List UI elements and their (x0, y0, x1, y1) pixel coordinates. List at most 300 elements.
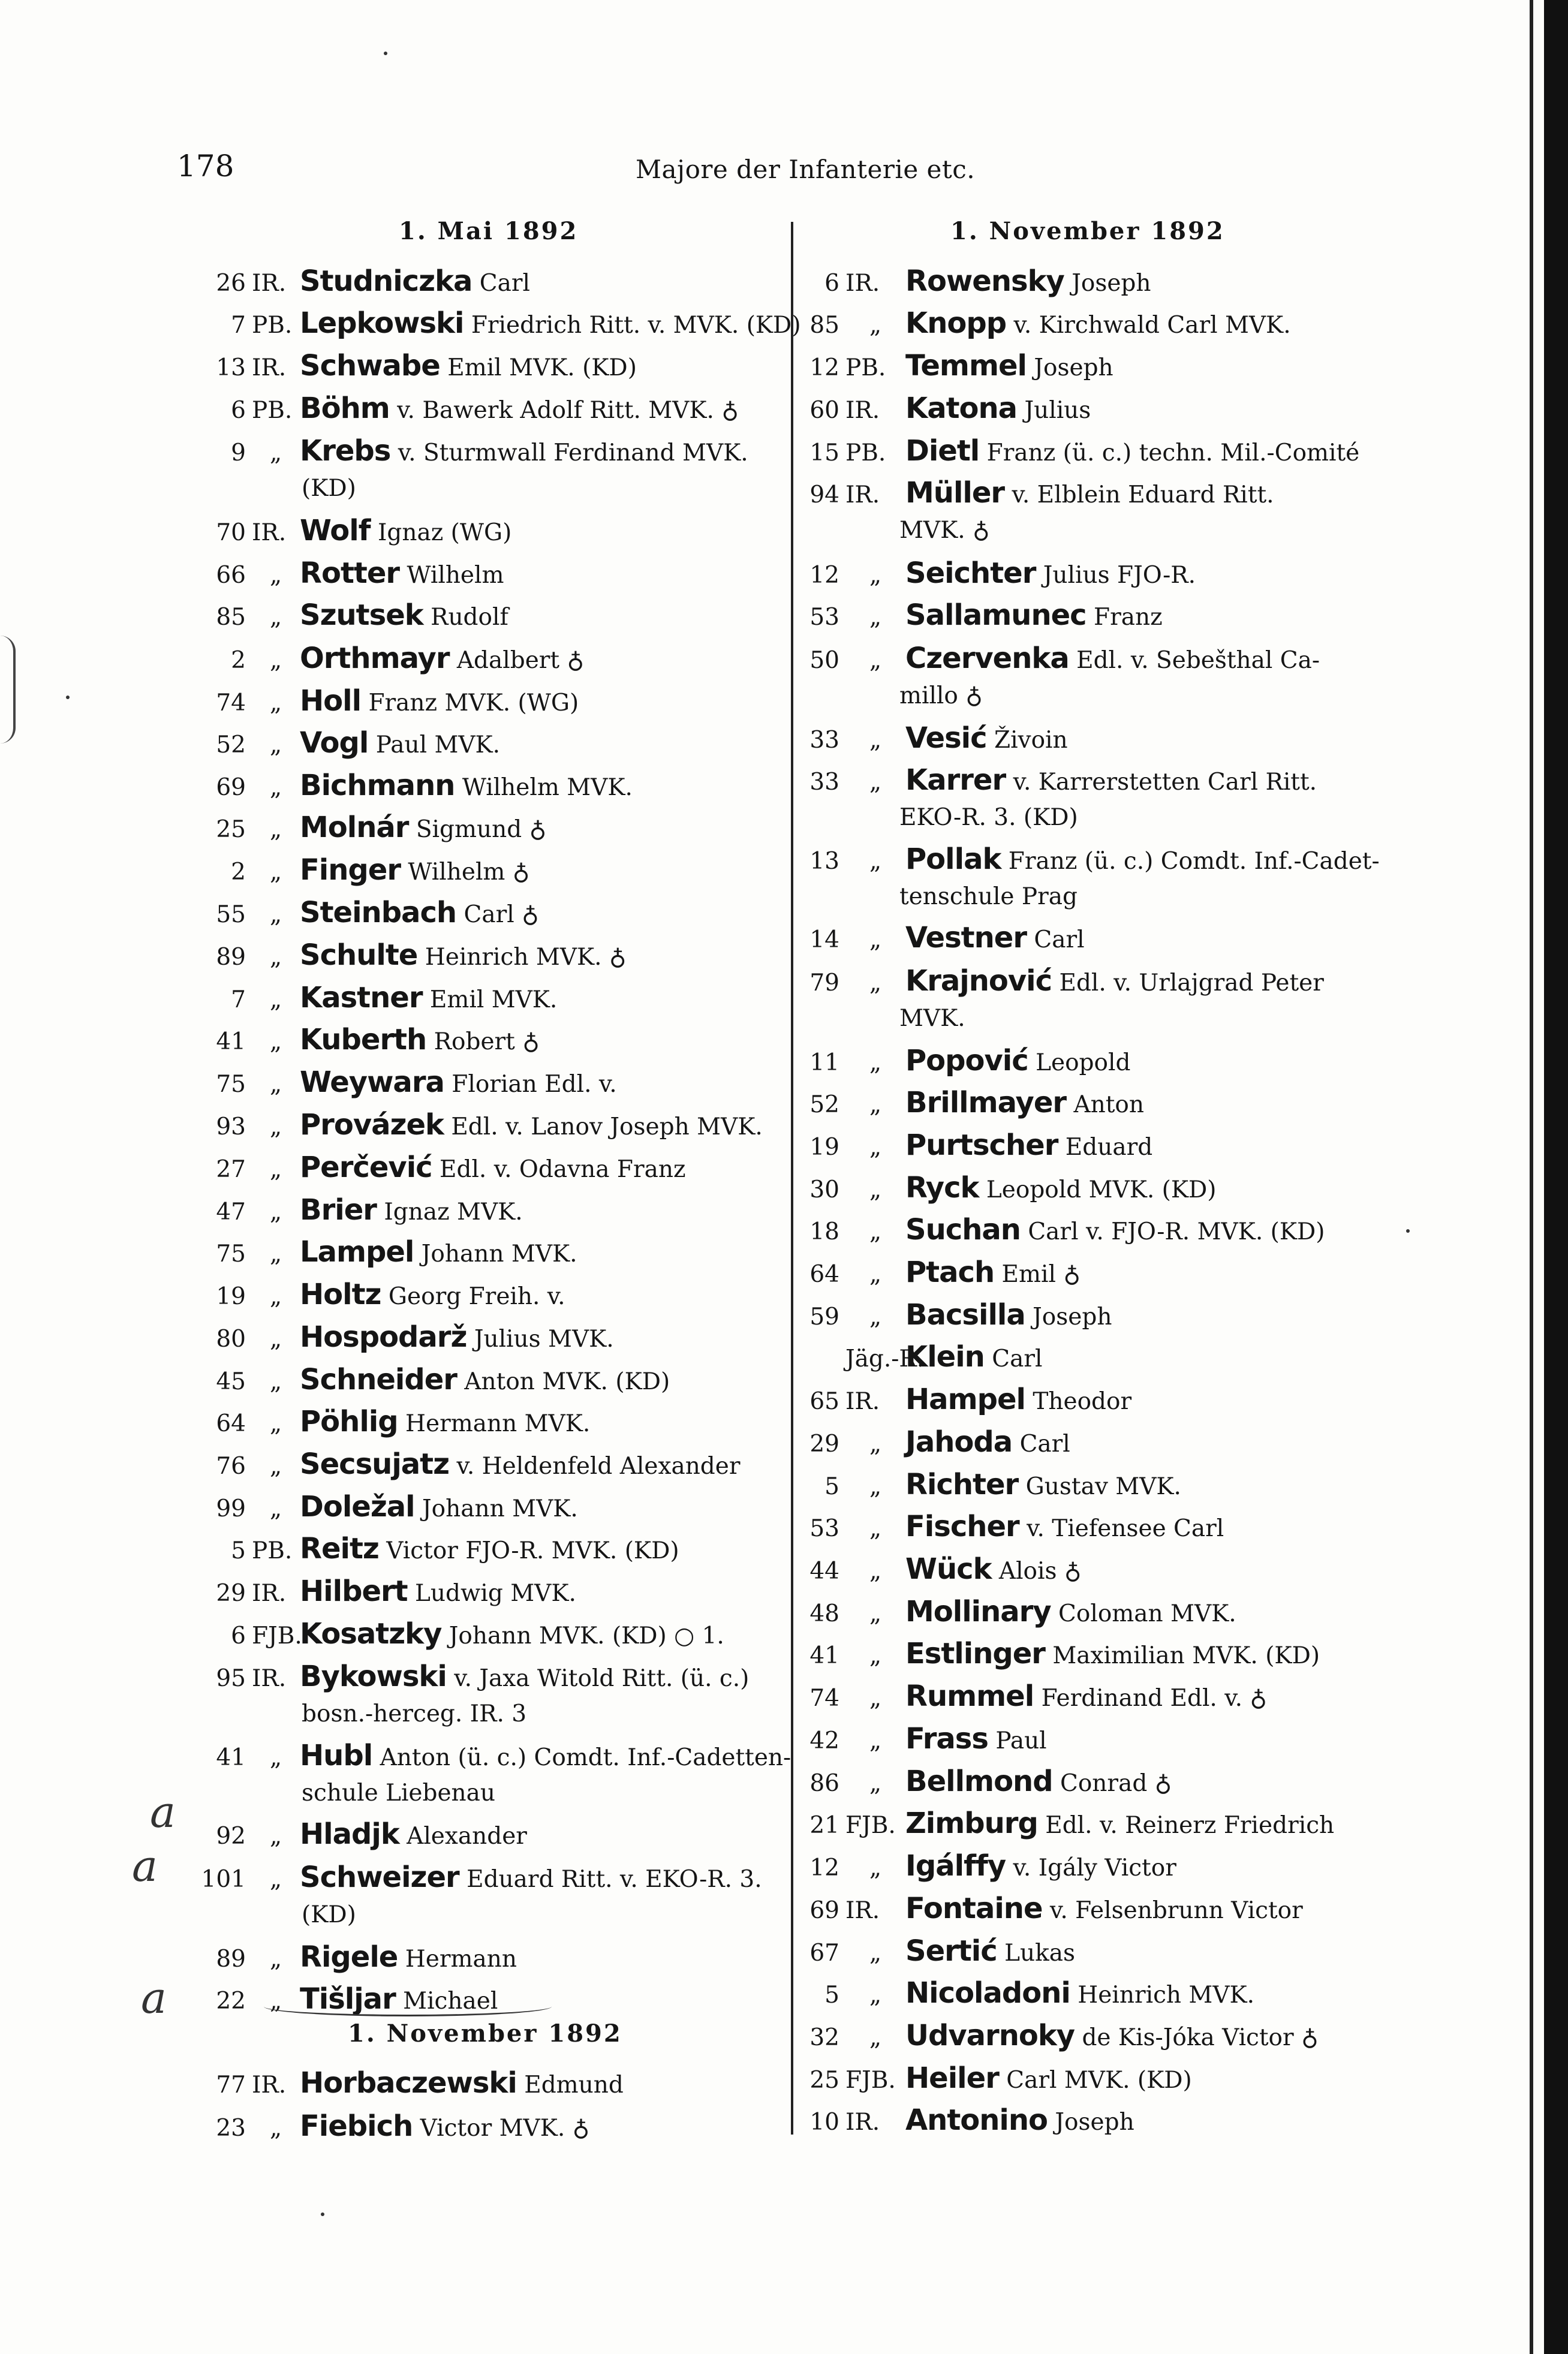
entry-number: 74 (809, 1685, 839, 1712)
right-entry (791, 1045, 1130, 1079)
right-entry (791, 1850, 1176, 1884)
entry-number: 47 (216, 1199, 246, 1226)
entry-surname: Weywara (300, 1065, 444, 1099)
right-section-heading: 1. November 1892 (950, 217, 1225, 245)
entry-unit: „ (269, 986, 282, 1013)
entry-unit: IR. (845, 1897, 880, 1924)
entry-number: 75 (216, 1071, 246, 1098)
entry-surname: Pollak (905, 842, 1001, 876)
left-section-heading: 1. Mai 1892 (399, 217, 579, 245)
entry-details: Victor MVK. ♁ (420, 2115, 590, 2142)
entry-unit: „ (869, 1642, 882, 1669)
entry-number: 45 (216, 1368, 246, 1395)
entry-details: Ferdinand Edl. v. ♁ (1041, 1685, 1267, 1712)
entry-number: 52 (809, 1091, 839, 1118)
entry-unit: „ (869, 1600, 882, 1627)
entry-unit: „ (869, 2024, 882, 2051)
entry-unit: „ (269, 690, 282, 717)
entry-number: 101 (201, 1866, 246, 1893)
entry-unit: „ (869, 1855, 882, 1882)
entry-number: 19 (216, 1283, 246, 1310)
left-entry (180, 854, 529, 888)
right-entry (791, 1087, 1144, 1121)
entry-unit: „ (869, 647, 882, 674)
entry-unit: PB. (845, 354, 886, 381)
entry-number: 65 (809, 1388, 839, 1415)
right-entry (791, 2020, 1319, 2054)
left-entry (180, 643, 584, 676)
entry-number: 99 (216, 1495, 246, 1522)
entry-unit: PB. (252, 397, 293, 424)
entry-details: Michael (403, 1988, 498, 2015)
entry-details: Carl (992, 1345, 1043, 1372)
entry-surname: Rigele (300, 1940, 398, 1974)
right-entry (791, 1426, 1070, 1460)
entry-details: Victor FJO-R. MVK. (KD) (386, 1537, 679, 1564)
entry-details: Joseph (1033, 1304, 1112, 1330)
entry-unit: „ (869, 727, 882, 754)
entry-unit: „ (869, 769, 882, 796)
entry-number: 25 (216, 816, 246, 843)
entry-details: Edl. v. Odavna Franz (440, 1156, 686, 1183)
left-entry (180, 515, 511, 549)
left-entry (180, 350, 637, 384)
left-entry (180, 812, 546, 845)
entry-details: v. Felsenbrunn Victor (1049, 1897, 1303, 1924)
entry-number: 11 (809, 1049, 839, 1076)
entry-details: Johann MVK. (422, 1495, 578, 1522)
entry-number: 94 (809, 481, 839, 508)
entry-surname: Kastner (300, 981, 423, 1015)
entry-details: v. Heldenfeld Alexander (456, 1453, 741, 1480)
entry-number: 64 (216, 1410, 246, 1437)
entry-continuation: EKO-R. 3. (KD) (899, 804, 1078, 831)
entry-details: Ignaz MVK. (384, 1199, 523, 1226)
entry-details: Conrad ♁ (1060, 1770, 1172, 1797)
left-entry (180, 1740, 791, 1774)
entry-unit: „ (269, 604, 282, 631)
entry-number: 50 (809, 647, 839, 674)
entry-details: Emil MVK. (KD) (447, 354, 637, 381)
entry-surname: Rummel (905, 1679, 1034, 1713)
entry-number: 6 (824, 270, 839, 297)
entry-details: Carl (1019, 1431, 1070, 1458)
entry-surname: Krajnović (905, 964, 1052, 998)
entry-surname: Lepkowski (300, 306, 464, 340)
entry-number: 48 (809, 1600, 839, 1627)
entry-details: Theodor (1033, 1388, 1132, 1415)
scan-speck (66, 696, 70, 699)
left-entry (180, 1194, 523, 1228)
entry-surname: Igálffy (905, 1849, 1006, 1883)
entry-unit: „ (269, 1283, 282, 1310)
entry-details: Julius (1024, 397, 1091, 424)
entry-details: Alexander (407, 1823, 527, 1850)
entry-details: Anton (1073, 1091, 1145, 1118)
entry-unit: FJB. (252, 1622, 302, 1649)
entry-surname: Lampel (300, 1235, 414, 1269)
entry-unit: „ (269, 1744, 282, 1771)
entry-surname: Czervenka (905, 642, 1069, 675)
entry-surname: Steinbach (300, 896, 457, 929)
entry-number: 44 (809, 1558, 839, 1585)
entry-surname: Müller (905, 476, 1005, 510)
entry-number: 92 (216, 1823, 246, 1850)
right-entry (791, 844, 1380, 877)
entry-continuation: millo ♁ (899, 682, 983, 709)
entry-details: Friedrich Ritt. v. MVK. (KD) (471, 312, 801, 339)
entry-details: Carl MVK. (KD) (1006, 2067, 1192, 2094)
entry-unit: „ (269, 732, 282, 758)
entry-details: Leopold (1036, 1049, 1131, 1076)
entry-surname: Antonino (905, 2103, 1048, 2137)
entry-number: 85 (216, 604, 246, 631)
entry-number: 5 (824, 1473, 839, 1500)
left-entry (180, 1067, 617, 1100)
margin-note: a (132, 1841, 158, 1891)
entry-details: Paul (995, 1727, 1047, 1754)
entry-unit: „ (869, 926, 882, 953)
entry-number: 29 (216, 1580, 246, 1607)
entry-unit: IR. (252, 519, 287, 546)
entry-unit: IR. (845, 270, 880, 297)
entry-unit: IR. (252, 1665, 287, 1692)
entry-number: 76 (216, 1453, 246, 1480)
right-entry (791, 723, 1068, 756)
left-entry (180, 600, 508, 633)
right-entry (791, 1723, 1047, 1757)
entry-surname: Hilbert (300, 1575, 408, 1608)
entry-number: 21 (809, 1812, 839, 1839)
entry-details: Wilhelm ♁ (408, 859, 530, 886)
left-entry (180, 266, 530, 299)
right-entry (791, 1977, 1254, 2011)
entry-surname: Sallamunec (905, 598, 1087, 632)
right-entry (791, 1893, 1303, 1926)
entry-surname: Wück (905, 1552, 992, 1586)
entry-number: 80 (216, 1326, 246, 1353)
entry-details: Carl ♁ (464, 901, 539, 928)
entry-details: Edl. v. Reinerz Friedrich (1045, 1812, 1335, 1839)
entry-details: Franz (ü. c.) techn. Mil.-Comité (986, 440, 1360, 466)
entry-unit: „ (269, 774, 282, 801)
entry-surname: Hubl (300, 1739, 373, 1772)
entry-details: Wilhelm (407, 562, 504, 589)
entry-number: 22 (216, 1988, 246, 2015)
entry-details: Anton (ü. c.) Comdt. Inf.-Cadetten- (380, 1744, 791, 1771)
entry-number: 41 (216, 1028, 246, 1055)
margin-note: a (150, 1787, 176, 1837)
right-entry (791, 350, 1113, 384)
right-entry (791, 2063, 1192, 2096)
entry-details: Franz (ü. c.) Comdt. Inf.-Cadet- (1008, 848, 1380, 875)
entry-details: Heinrich MVK. (1078, 1982, 1255, 2009)
left-entry (180, 685, 579, 719)
entry-unit: „ (269, 816, 282, 843)
entry-number: 52 (216, 732, 246, 758)
entry-unit: „ (869, 970, 882, 997)
left-entry (180, 1152, 686, 1185)
entry-number: 85 (809, 312, 839, 339)
entry-number: 7 (231, 986, 246, 1013)
right-entry (791, 1808, 1334, 1841)
right-entry (791, 1469, 1181, 1503)
entry-unit: „ (269, 647, 282, 674)
entry-details: Edl. v. Urlajgrad Peter (1059, 970, 1324, 997)
entry-surname: Schulte (300, 938, 418, 972)
entry-details: Hermann MVK. (405, 1410, 591, 1437)
entry-unit: „ (869, 1727, 882, 1754)
entry-number: 41 (216, 1744, 246, 1771)
entry-unit: „ (269, 1495, 282, 1522)
entry-details: Edl. v. Sebešthal Ca- (1076, 647, 1320, 674)
entry-details: Maximilian MVK. (KD) (1052, 1642, 1320, 1669)
entry-details: Gustav MVK. (1025, 1473, 1181, 1500)
entry-continuation: (KD) (302, 475, 356, 502)
margin-note: a (141, 1973, 167, 2023)
entry-unit: IR. (845, 1388, 880, 1415)
entry-surname: Wolf (300, 514, 371, 547)
entry-surname: Vestner (905, 921, 1027, 955)
entry-unit: „ (269, 1866, 282, 1893)
entry-surname: Hladjk (300, 1817, 399, 1851)
left-entry (180, 1449, 741, 1482)
right-entry (791, 477, 1274, 511)
entry-surname: Fischer (905, 1510, 1019, 1543)
entry-unit: „ (269, 1823, 282, 1850)
entry-surname: Molnár (300, 811, 409, 844)
right-entry (791, 1596, 1236, 1630)
left-entry (180, 1406, 590, 1440)
entry-number: 29 (809, 1431, 839, 1458)
entry-surname: Fontaine (905, 1892, 1043, 1925)
entry-details: Živoin (994, 727, 1068, 754)
left-section-heading-2: 1. November 1892 (348, 2019, 622, 2048)
entry-surname: Mollinary (905, 1595, 1051, 1628)
entry-surname: Karrer (905, 763, 1006, 797)
right-entry (791, 266, 1151, 299)
entry-surname: Hospodarž (300, 1320, 467, 1354)
entry-unit: „ (269, 944, 282, 971)
entry-details: Johann MVK. (421, 1241, 577, 1268)
entry-details: Joseph (1055, 2109, 1134, 2136)
entry-number: 66 (216, 562, 246, 589)
right-entry (791, 764, 1317, 798)
left-entry (180, 308, 801, 341)
entry-number: 69 (809, 1897, 839, 1924)
left-entry (180, 982, 557, 1016)
entry-surname: Fiebich (300, 2109, 413, 2143)
entry-surname: Orthmayr (300, 642, 450, 675)
entry-continuation: schule Liebenau (302, 1780, 496, 1807)
entry-surname: Sertić (905, 1934, 997, 1968)
scan-edge-left (0, 636, 16, 743)
entry-unit: „ (869, 1558, 882, 1585)
right-entry (791, 1554, 1081, 1587)
entry-number: 67 (809, 1940, 839, 1967)
entry-details: Julius FJO-R. (1043, 562, 1196, 589)
entry-number: 60 (809, 397, 839, 424)
entry-details: v. Tiefensee Carl (1027, 1515, 1224, 1542)
entry-details: v. Igály Victor (1013, 1855, 1176, 1882)
entry-details: Franz (1094, 604, 1163, 631)
entry-number: 14 (809, 926, 839, 953)
entry-surname: Finger (300, 853, 401, 887)
entry-surname: Seichter (905, 556, 1036, 590)
entry-number: 6 (231, 397, 246, 424)
entry-surname: Dietl (905, 434, 980, 468)
entry-unit: „ (269, 1199, 282, 1226)
right-entry (791, 393, 1091, 426)
entry-surname: Schneider (300, 1363, 457, 1396)
entry-unit: „ (269, 1028, 282, 1055)
entry-details: Coloman MVK. (1058, 1600, 1236, 1627)
scan-speck (1406, 1229, 1410, 1233)
entry-surname: Provázek (300, 1108, 444, 1142)
entry-details: Anton MVK. (KD) (464, 1368, 670, 1395)
entry-surname: Reitz (300, 1532, 379, 1566)
right-entry (791, 1341, 1042, 1375)
left-entry (180, 897, 539, 931)
entry-number: 64 (809, 1261, 839, 1288)
entry-number: 12 (809, 1855, 839, 1882)
entry-number: 89 (216, 944, 246, 971)
entry-surname: Schwabe (300, 349, 440, 383)
entry-unit: FJB. (845, 2067, 896, 2094)
left-entry (180, 1109, 763, 1143)
entry-number: 55 (216, 901, 246, 928)
entry-surname: Kosatzky (300, 1617, 442, 1651)
right-entry (791, 558, 1196, 591)
entry-details: Ludwig MVK. (415, 1580, 576, 1607)
right-entry (791, 435, 1359, 469)
right-entry (791, 1299, 1112, 1333)
entry-surname: Szutsek (300, 598, 423, 632)
entry-surname: Studniczka (300, 264, 472, 298)
entry-surname: Bellmond (905, 1765, 1053, 1798)
entry-number: 95 (216, 1665, 246, 1692)
entry-surname: Vogl (300, 726, 369, 760)
left-entry (180, 1236, 577, 1270)
pencil-underline (264, 1997, 552, 2016)
entry-details: Rudolf (431, 604, 508, 631)
entry-surname: Heiler (905, 2061, 999, 2095)
entry-details: Edl. v. Lanov Joseph MVK. (451, 1113, 763, 1140)
entry-unit: „ (869, 848, 882, 875)
entry-surname: Brillmayer (905, 1086, 1067, 1119)
entry-number: 33 (809, 769, 839, 796)
entry-number: 53 (809, 604, 839, 631)
entry-details: Joseph (1072, 270, 1151, 297)
entry-unit: „ (269, 1410, 282, 1437)
page-number: 178 (177, 149, 234, 183)
entry-number: 10 (809, 2109, 839, 2136)
entry-details: Georg Freih. v. (388, 1283, 565, 1310)
left-entry (180, 1661, 749, 1694)
entry-unit: „ (269, 1368, 282, 1395)
entry-details: v. Kirchwald Carl MVK. (1013, 312, 1291, 339)
entry-surname: Zimburg (905, 1807, 1038, 1840)
left-entry (180, 393, 739, 426)
entry-surname: Frass (905, 1722, 988, 1756)
entry-number: 23 (216, 2115, 246, 2142)
entry-details: Edmund (524, 2072, 624, 2099)
entry-details: Leopold MVK. (KD) (986, 1176, 1217, 1203)
entry-details: Emil MVK. (429, 986, 558, 1013)
entry-number: 2 (231, 647, 246, 674)
entry-surname: Richter (905, 1468, 1019, 1501)
entry-continuation: bosn.-herceg. IR. 3 (302, 1700, 527, 1727)
entry-surname: Purtscher (905, 1128, 1058, 1162)
entry-number: 18 (809, 1218, 839, 1245)
entry-surname: Kuberth (300, 1023, 427, 1056)
left-entry (180, 727, 500, 761)
entry-number: 12 (809, 562, 839, 589)
right-entry (791, 965, 1324, 999)
entry-unit: IR. (845, 397, 880, 424)
entry-details: v. Jaxa Witold Ritt. (ü. c.) (454, 1665, 750, 1692)
entry-surname: Katona (905, 392, 1018, 425)
entry-details: Franz MVK. (WG) (368, 690, 579, 717)
entry-number: 12 (809, 354, 839, 381)
running-head: Majore der Infanterie etc. (636, 155, 976, 184)
entry-unit: „ (869, 1049, 882, 1076)
entry-continuation: MVK. (899, 1005, 965, 1032)
entry-details: v. Elblein Eduard Ritt. (1012, 481, 1274, 508)
left-nov-entry (180, 2067, 624, 2101)
right-entry (791, 643, 1320, 676)
entry-surname: Jahoda (905, 1425, 1013, 1459)
scan-edge-line (1530, 0, 1533, 2354)
entry-surname: Rowensky (905, 264, 1064, 298)
entry-number: 2 (231, 859, 246, 886)
entry-surname: Hampel (905, 1383, 1025, 1416)
entry-number: 7 (231, 312, 246, 339)
left-entry (180, 558, 504, 591)
entry-details: Wilhelm MVK. (462, 774, 633, 801)
entry-details: v. Karrerstetten Carl Ritt. (1013, 769, 1317, 796)
entry-number: 13 (809, 848, 839, 875)
entry-number: 6 (231, 1622, 246, 1649)
entry-unit: „ (869, 1134, 882, 1161)
entry-unit: „ (269, 1156, 282, 1183)
entry-surname: Estlinger (905, 1637, 1045, 1670)
entry-surname: Pöhlig (300, 1405, 398, 1438)
entry-number: 13 (216, 354, 246, 381)
entry-number: 93 (216, 1113, 246, 1140)
entry-unit: „ (869, 1091, 882, 1118)
entry-surname: Udvarnoky (905, 2019, 1075, 2052)
left-entry (180, 770, 633, 803)
left-entry (180, 1819, 527, 1852)
right-entry (791, 1935, 1075, 1969)
entry-details: v. Bawerk Adolf Ritt. MVK. ♁ (397, 397, 739, 424)
entry-surname: Popović (905, 1044, 1028, 1077)
entry-number: 30 (809, 1176, 839, 1203)
entry-surname: Knopp (905, 306, 1007, 340)
entry-surname: Holl (300, 684, 362, 718)
entry-details: Paul MVK. (375, 732, 501, 758)
left-entry (180, 940, 626, 973)
entry-surname: Bichmann (300, 769, 455, 802)
entry-number: 42 (809, 1727, 839, 1754)
entry-unit: PB. (845, 440, 886, 466)
entry-details: Carl (1034, 926, 1085, 953)
entry-details: Carl v. FJO-R. MVK. (KD) (1028, 1218, 1325, 1245)
entry-unit: FJB. (845, 1812, 896, 1839)
entry-number: 74 (216, 690, 246, 717)
left-entry (180, 1279, 565, 1313)
